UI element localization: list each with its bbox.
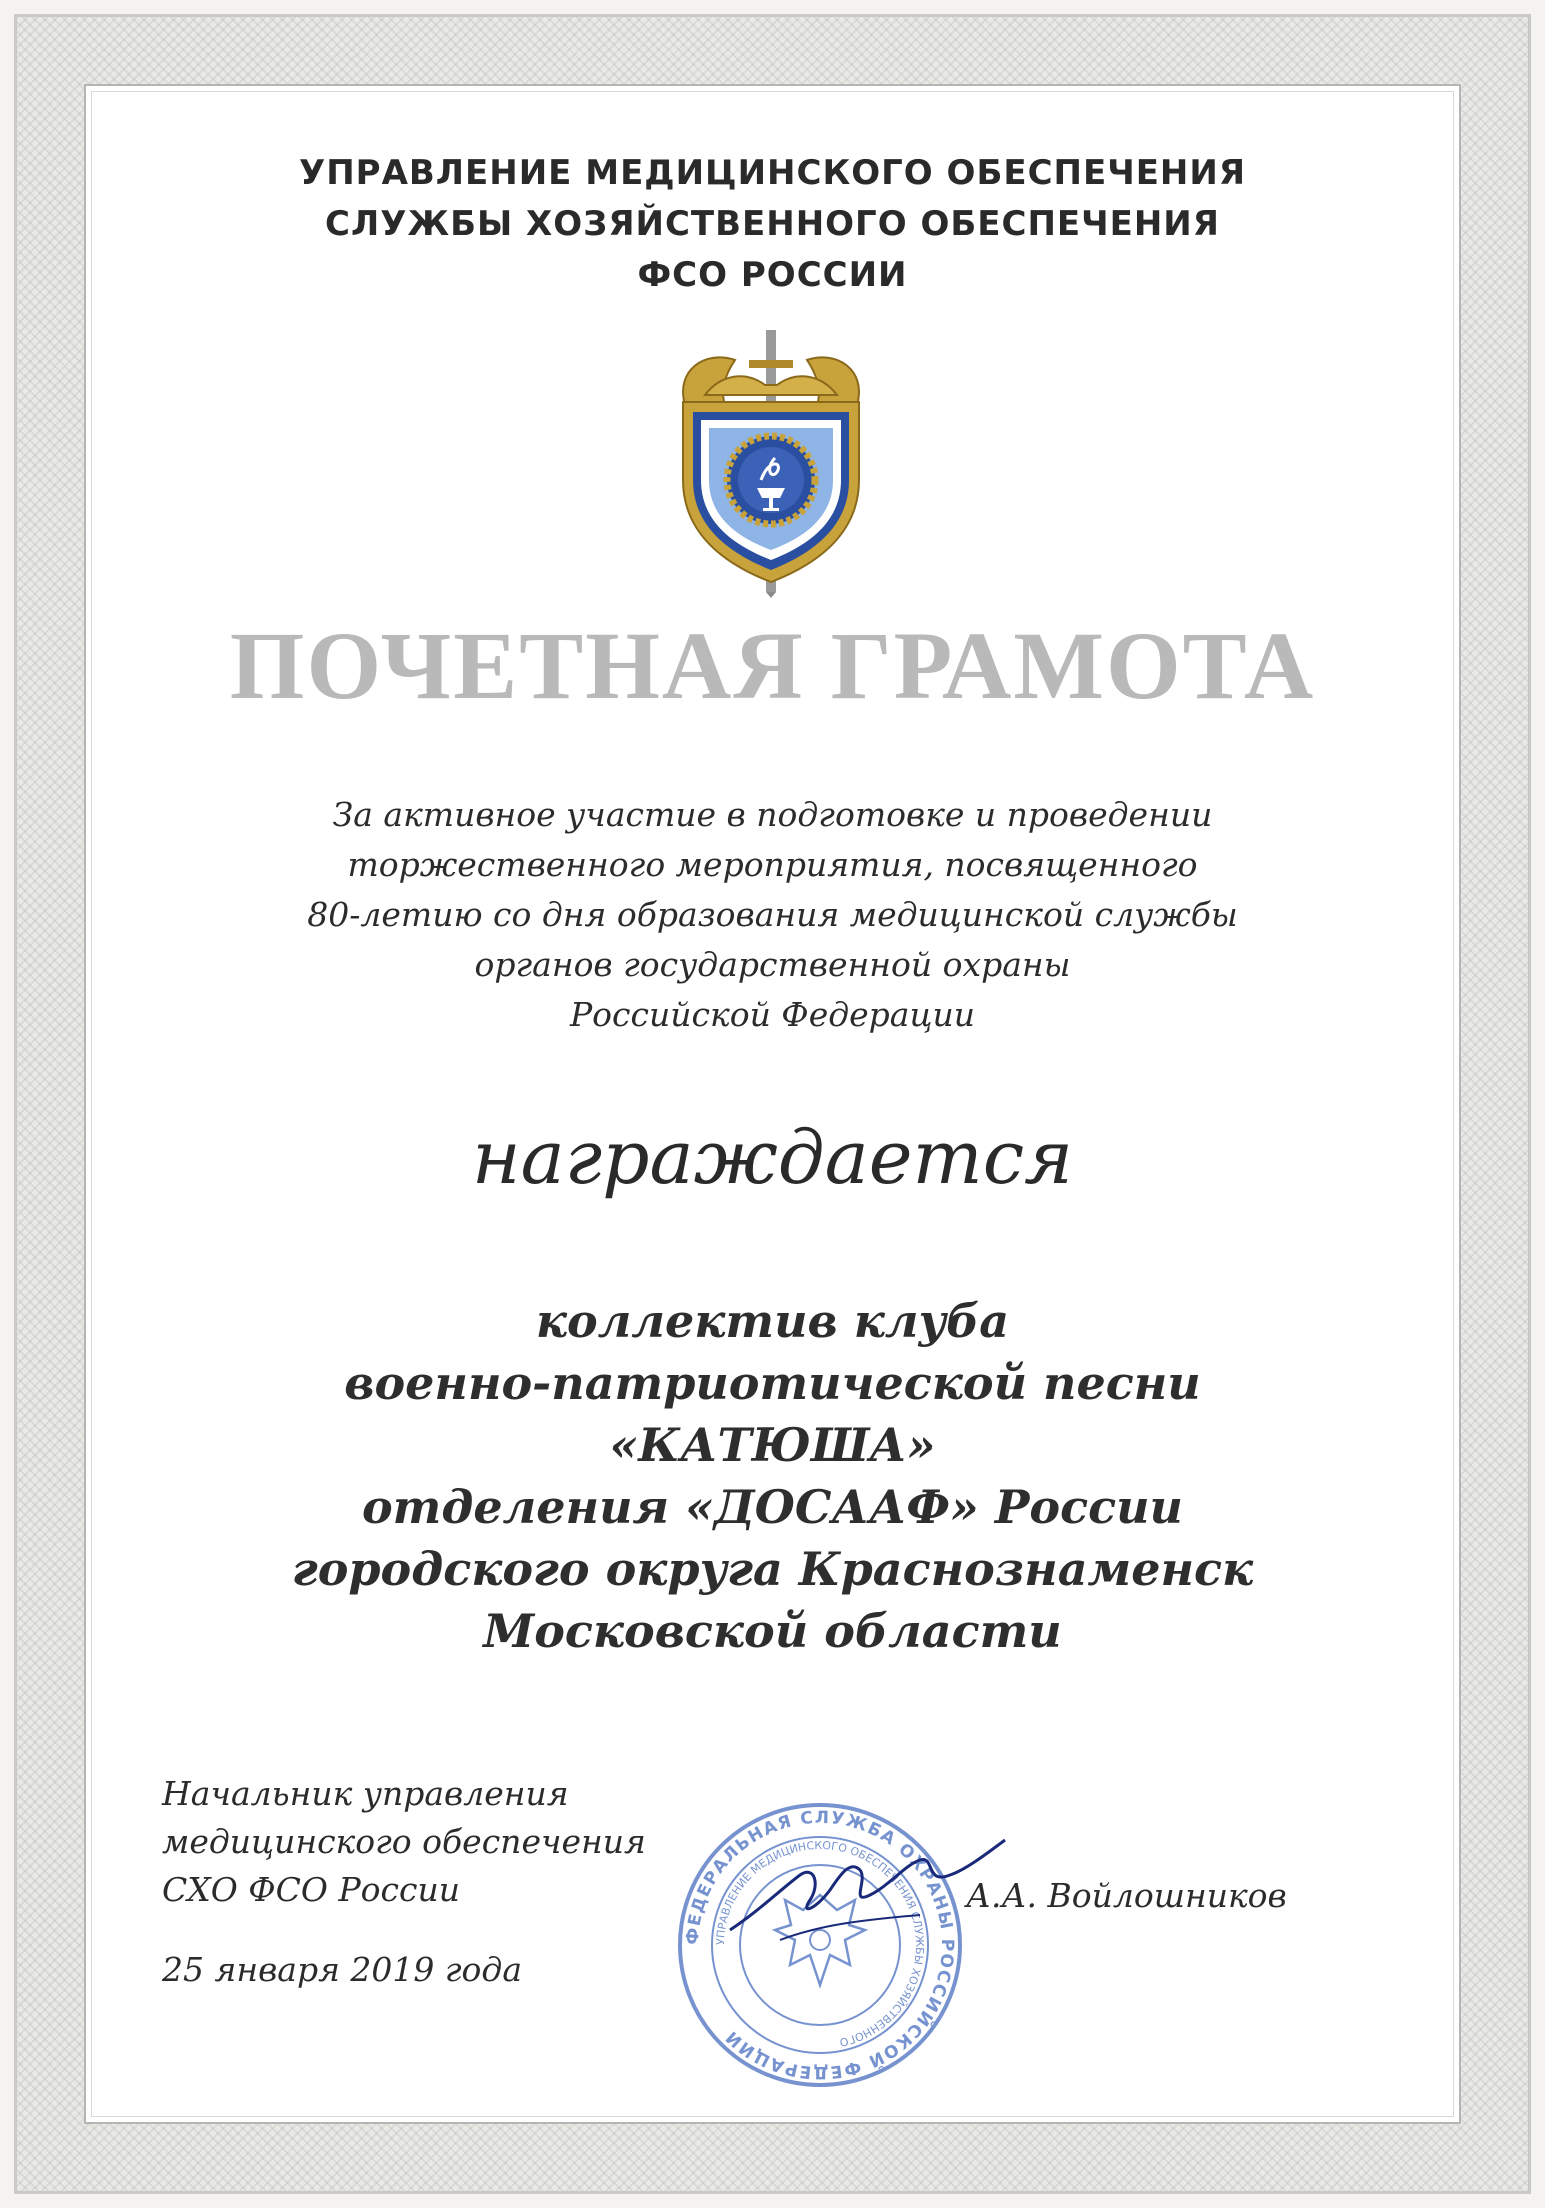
award-reason-line: За активное участие в подготовке и проведении [332,795,1213,834]
signer-position-line: медицинского обеспечения [162,1822,646,1861]
signer-position-line: СХО ФСО России [162,1870,461,1909]
header-line-3: ФСО РОССИИ [637,255,908,295]
recipient-line: коллектив клуба [535,1294,1010,1348]
award-reason-line: 80-летию со дня образования медицинской службы [307,895,1238,934]
recipient-line: городского округа Краснознаменск [291,1542,1254,1596]
certificate-title: ПОЧЕТНАЯ ГРАМОТА [229,612,1316,719]
recipient-line: «КАТЮША» [609,1418,936,1472]
stamp-outer-text: ФЕДЕРАЛЬНАЯ СЛУЖБА ОХРАНЫ РОССИЙСКОЙ ФЕДЕРАЦИИ [682,1807,958,2083]
awarded-word: награждается [471,1115,1074,1201]
recipient-line: военно-патриотической песни [344,1356,1201,1410]
award-reason-line: торжественного мероприятия, посвященного [347,845,1198,884]
recipient-line: Московской области [483,1604,1062,1658]
fso-medical-emblem-icon [665,330,877,598]
award-reason-line: органов государственной охраны [474,945,1071,984]
signer-position [162,1770,646,1914]
header-line-2: СЛУЖБЫ ХОЗЯЙСТВЕННОГО ОБЕСПЕЧЕНИЯ [325,204,1220,244]
award-reason-line: Российской Федерации [569,995,976,1034]
recipient-block [0,1290,1545,1662]
header-line-1: УПРАВЛЕНИЕ МЕДИЦИНСКОГО ОБЕСПЕЧЕНИЯ [298,153,1247,193]
award-reason [0,790,1545,1040]
issue-date: 25 января 2019 года [162,1950,523,1989]
issuer-header [0,148,1545,301]
stamp-inner-text: УПРАВЛЕНИЕ МЕДИЦИНСКОГО ОБЕСПЕЧЕНИЯ СЛУЖБЫ ХОЗЯЙСТВЕННОГО [713,1838,927,2049]
recipient-line: отделения «ДОСААФ» России [362,1480,1183,1534]
signer-position-line: Начальник управления [162,1774,569,1813]
signer-name: А.А. Войлошников [966,1876,1287,1915]
